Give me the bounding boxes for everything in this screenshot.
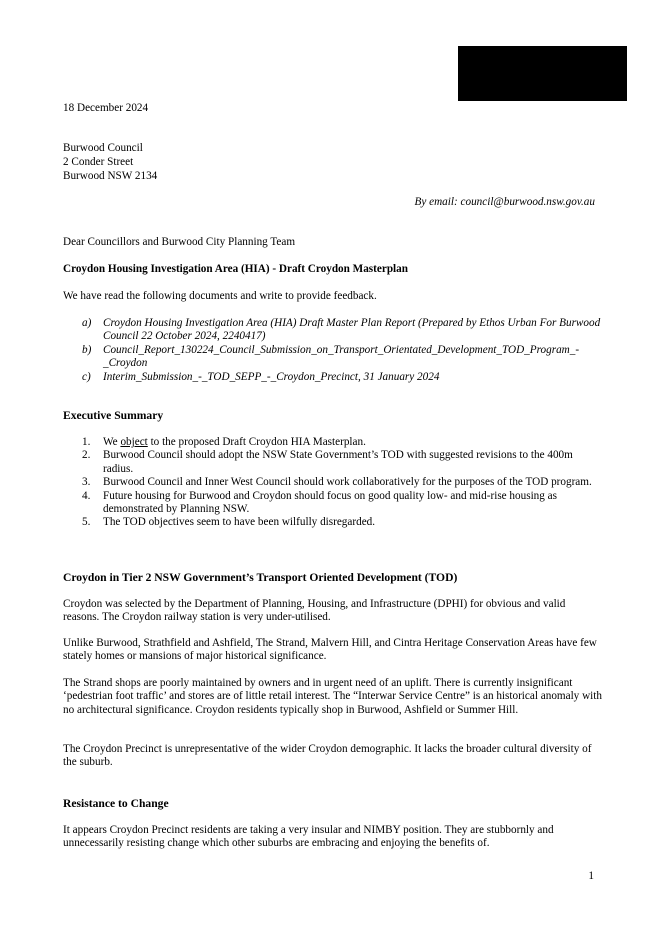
by-email-line: By email: council@burwood.nsw.gov.au <box>414 196 595 208</box>
executive-summary-list <box>82 436 602 530</box>
list-item <box>82 516 602 529</box>
body-paragraph: Croydon was selected by the Department of Planning, Housing, and Infrastructure (DPHI) for obvious and valid reasons. The Croydon railway station is very under-utilised. <box>63 598 566 624</box>
section-heading-croydon-tod: Croydon in Tier 2 NSW Government’s Transport Oriented Development (TOD) <box>63 571 458 584</box>
summary-text-post: to the proposed Draft Croydon HIA Masterplan. <box>147 436 366 448</box>
document-reference: Croydon Housing Investigation Area (HIA) Draft Master Plan Report (Prepared by Ethos Urban For Burwood Council 22 October 2024, 2240417) <box>103 317 601 343</box>
page-number: 1 <box>588 870 594 882</box>
list-marker: b) <box>82 343 92 356</box>
list-item <box>82 371 602 384</box>
list-marker: 3. <box>82 476 91 489</box>
body-paragraph: It appears Croydon Precinct residents are taking a very insular and NIMBY position. They are stubbornly and unnecessarily resisting change which other suburbs are embracing and enjoying the benefits of. <box>63 824 554 850</box>
body-paragraph: The Croydon Precinct is unrepresentative of the wider Croydon demographic. It lacks the broader cultural diversity of the suburb. <box>63 743 592 769</box>
list-item <box>82 449 602 476</box>
address-line: 2 Conder Street <box>63 156 134 168</box>
list-marker: a) <box>82 317 92 329</box>
address-line: Burwood NSW 2134 <box>63 170 158 182</box>
list-item <box>82 436 602 449</box>
body-paragraph: Unlike Burwood, Strathfield and Ashfield, The Strand, Malvern Hill, and Cintra Heritage Conservation Areas have few stately homes or mansions of major historical significance. <box>63 637 597 663</box>
summary-text: Burwood Council and Inner West Council should work collaboratively for the purposes of the TOD program. <box>103 476 592 489</box>
summary-text: The TOD objectives seem to have been wilfully disregarded. <box>103 516 376 529</box>
address-line: Burwood Council <box>63 142 143 154</box>
letter-date: 18 December 2024 <box>63 102 149 114</box>
documents-list <box>82 317 602 384</box>
list-marker: 5. <box>82 516 91 529</box>
list-item <box>82 490 602 517</box>
summary-text-pre: We <box>103 436 121 448</box>
list-marker: 2. <box>82 449 91 462</box>
section-heading-executive-summary: Executive Summary <box>63 409 164 422</box>
redaction-block <box>458 46 627 101</box>
list-item <box>82 317 602 344</box>
body-paragraph: The Strand shops are poorly maintained by owners and in urgent need of an uplift. There is currently insignificant ‘pedestrian foot traffic’ and stores are of little retail interest. The “Interwar Service Centre” is an historical anomaly with no architectural significance. Croydon residents typically shop in Burwood, Ashfield or Summer Hill. <box>63 677 602 716</box>
section-heading-resistance: Resistance to Change <box>63 797 169 810</box>
list-marker: c) <box>82 370 91 383</box>
summary-text-underlined: object <box>120 436 148 448</box>
summary-text: Future housing for Burwood and Croydon should focus on good quality low- and mid-rise housing as demonstrated by Planning NSW. <box>103 489 557 516</box>
list-item <box>82 476 602 489</box>
list-item <box>82 344 602 371</box>
document-reference: Council_Report_130224_Council_Submission_on_Transport_Orientated_Development_TOD_Program_-_Croydon <box>103 343 580 370</box>
list-marker: 1. <box>82 436 91 448</box>
salutation: Dear Councillors and Burwood City Planning Team <box>63 236 296 248</box>
subject-heading: Croydon Housing Investigation Area (HIA) - Draft Croydon Masterplan <box>63 263 408 275</box>
list-marker: 4. <box>82 489 91 502</box>
intro-paragraph: We have read the following documents and write to provide feedback. <box>63 290 377 302</box>
summary-text: Burwood Council should adopt the NSW State Government’s TOD with suggested revisions to the 400m radius. <box>103 449 573 475</box>
recipient-address <box>63 142 157 184</box>
document-reference: Interim_Submission_-_TOD_SEPP_-_Croydon_Precinct, 31 January 2024 <box>103 370 440 383</box>
